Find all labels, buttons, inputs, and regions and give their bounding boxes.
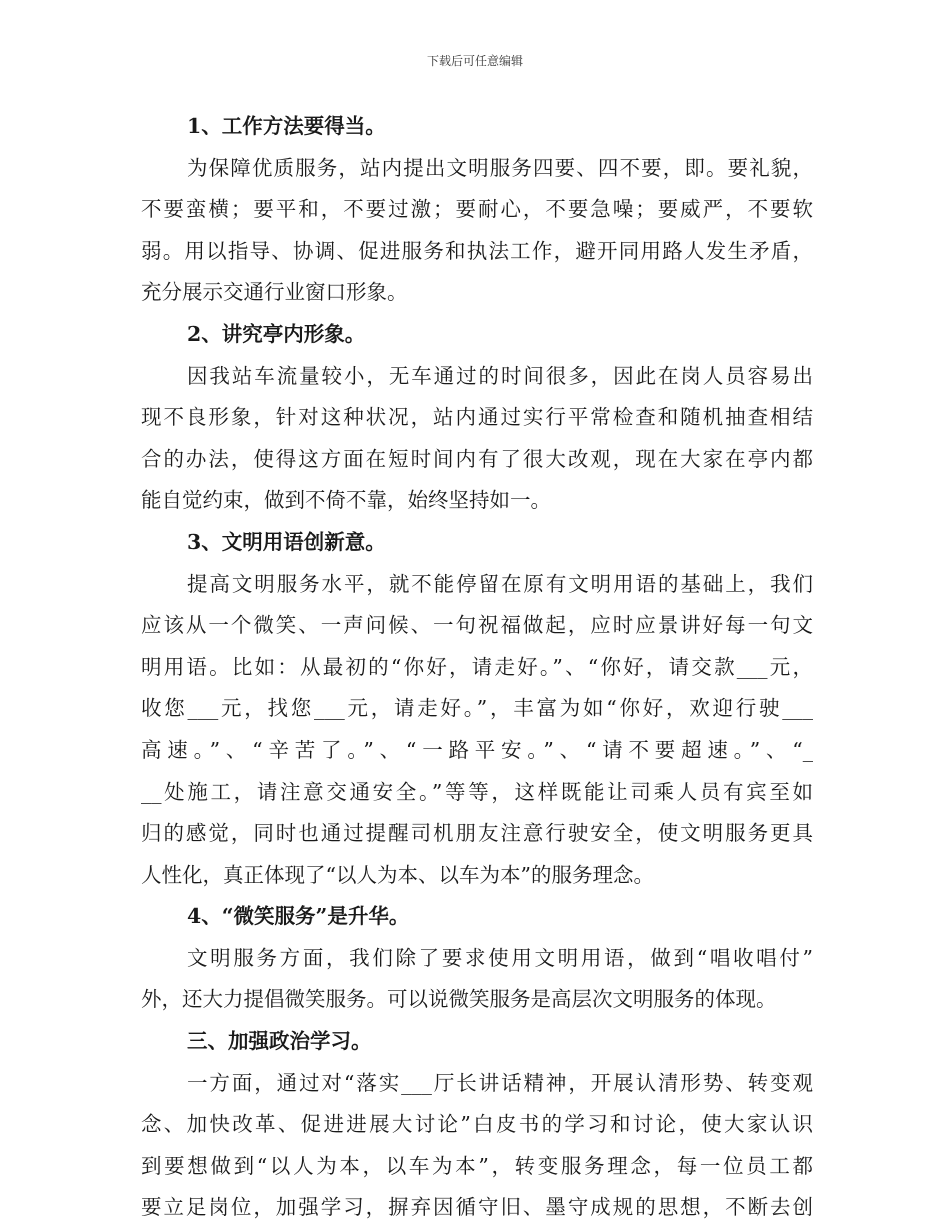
paragraph-line: 能自觉约束，做到不倚不靠，始终坚持如一。 <box>141 488 551 513</box>
paragraph-line: 明用语。比如：从最初的“你好，请走好。”、“你好，请交款___元， <box>141 654 813 679</box>
paragraph-line: 弱。用以指导、协调、促进服务和执法工作，避开同用路人发生矛盾， <box>141 238 813 263</box>
paragraph-line: 充分展示交通行业窗口形象。 <box>141 280 408 305</box>
paragraph-line: 文明服务方面，我们除了要求使用文明用语，做到“唱收唱付” <box>187 945 813 970</box>
paragraph-line: 因我站车流量较小，无车通过的时间很多，因此在岗人员容易出 <box>187 363 813 388</box>
section-heading: 4、“微笑服务”是升华。 <box>187 904 410 929</box>
paragraph-line: 现不良形象，针对这种状况，站内通过实行平常检查和随机抽查相结 <box>141 405 813 430</box>
section-heading: 1、工作方法要得当。 <box>187 114 386 138</box>
paragraph-line: 到要想做到“以人为本，以车为本”，转变服务理念，每一位员工都 <box>141 1153 813 1178</box>
paragraph-line: 要立足岗位，加强学习，摒弃因循守旧、墨守成规的思想，不断去创 <box>141 1195 813 1220</box>
section-heading: 三、加强政治学习。 <box>187 1029 372 1054</box>
section-heading: 2、讲究亭内形象。 <box>187 321 366 346</box>
paragraph-line: __处施工，请注意交通安全。”等等，这样既能让司乘人员有宾至如 <box>141 779 813 804</box>
paragraph-line: 为保障优质服务，站内提出文明服务四要、四不要，即。要礼貌， <box>187 155 813 180</box>
paragraph-line: 不要蛮横；要平和，不要过激；要耐心，不要急噪；要威严，不要软 <box>141 197 813 222</box>
page-header: 下载后可任意编辑 <box>426 54 523 68</box>
paragraph-line: 合的办法，使得这方面在短时间内有了很大改观，现在大家在亭内都 <box>141 446 813 471</box>
paragraph-line: 高速。”、“辛苦了。”、“一路平安。”、“请不要超速。”、“_ <box>141 737 813 762</box>
paragraph-line: 应该从一个微笑、一声问候、一句祝福做起，应时应景讲好每一句文 <box>141 613 813 638</box>
paragraph-line: 外，还大力提倡微笑服务。可以说微笑服务是高层次文明服务的体现。 <box>141 987 777 1012</box>
paragraph <box>141 148 813 314</box>
paragraph <box>141 938 813 1021</box>
paragraph-line: 人性化，真正体现了“以人为本、以车为本”的服务理念。 <box>141 862 654 887</box>
paragraph <box>141 356 813 522</box>
paragraph-line: 一方面，通过对“落实___厅长讲话精神，开展认清形势、转变观 <box>187 1070 813 1095</box>
paragraph-line: 归的感觉，同时也通过提醒司机朋友注意行驶安全，使文明服务更具 <box>141 821 813 846</box>
paragraph-line: 收您___元，找您___元，请走好。”，丰富为如“你好，欢迎行驶___ <box>141 696 813 721</box>
document-body <box>141 106 813 1229</box>
section-heading: 3、文明用语创新意。 <box>187 529 386 554</box>
paragraph <box>141 1063 813 1229</box>
paragraph <box>141 564 813 897</box>
paragraph-line: 提高文明服务水平，就不能停留在原有文明用语的基础上，我们 <box>187 571 813 596</box>
paragraph-line: 念、加快改革、促进进展大讨论”白皮书的学习和讨论，使大家认识 <box>141 1112 813 1137</box>
